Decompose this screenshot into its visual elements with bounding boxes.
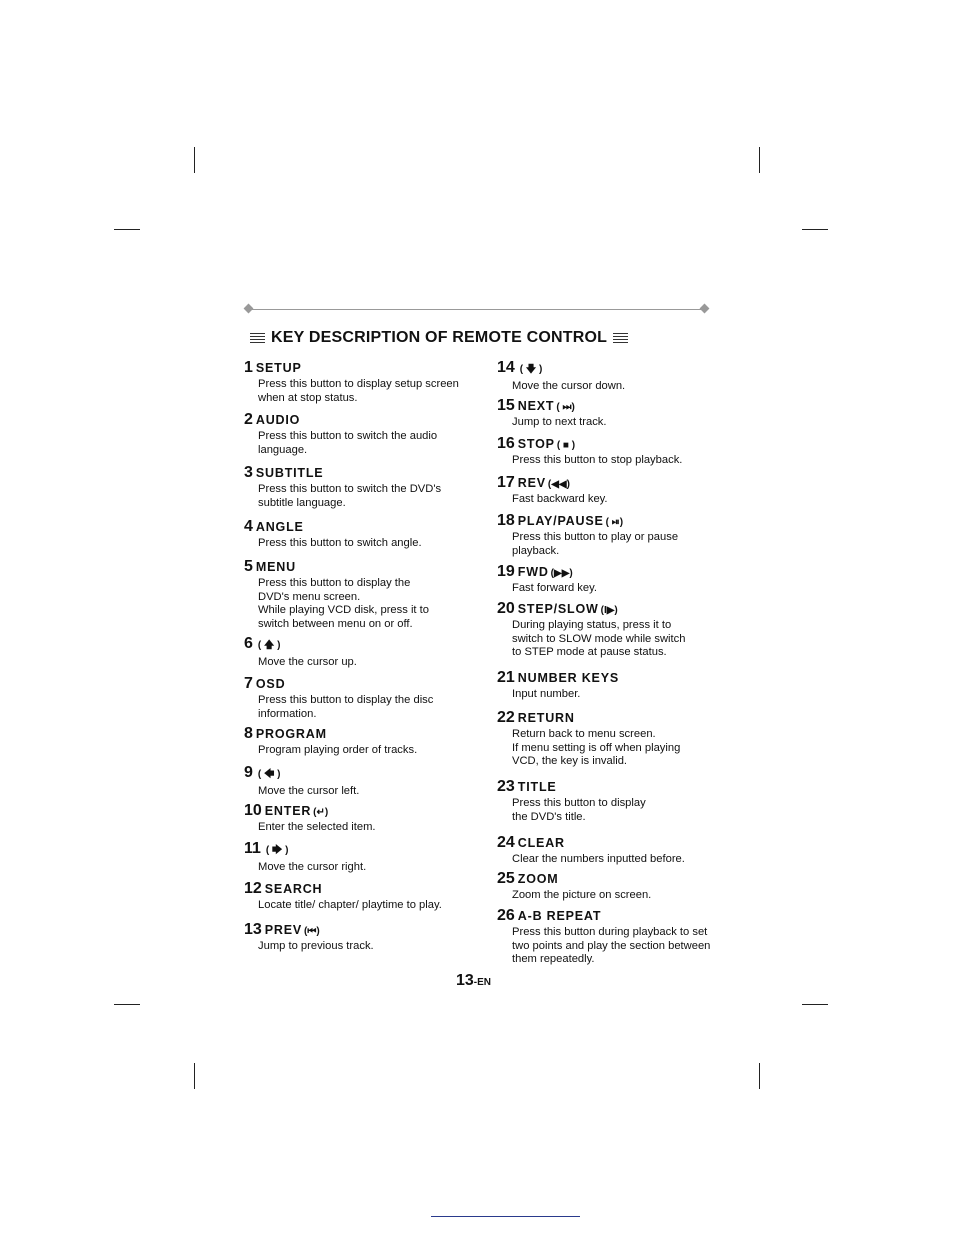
key-item bbox=[244, 880, 484, 913]
key-heading bbox=[497, 435, 732, 453]
key-name: NEXT bbox=[517, 399, 555, 413]
key-description: Press this button to display the DVD's menu screen. While playing VCD disk, press it to switch between menu on or off. bbox=[258, 577, 429, 630]
key-number: 5 bbox=[244, 558, 253, 575]
crop-mark bbox=[802, 229, 828, 230]
key-heading bbox=[497, 709, 732, 727]
key-name: AUDIO bbox=[255, 413, 301, 427]
key-description: Press this button to display the disc information. bbox=[258, 694, 434, 720]
key-name: A-B REPEAT bbox=[517, 909, 602, 923]
key-heading bbox=[244, 840, 484, 860]
key-item bbox=[497, 397, 732, 430]
crop-mark bbox=[114, 1004, 140, 1005]
key-heading bbox=[244, 635, 484, 655]
key-description: Press this button to switch angle. bbox=[258, 537, 422, 549]
page-number-suffix: -EN bbox=[473, 977, 492, 988]
key-item bbox=[497, 834, 732, 867]
key-item bbox=[244, 518, 484, 551]
key-name: PREV bbox=[264, 923, 303, 937]
key-item bbox=[244, 558, 484, 631]
key-name: SEARCH bbox=[264, 882, 323, 896]
key-name: SUBTITLE bbox=[255, 466, 324, 480]
key-heading bbox=[497, 359, 732, 379]
key-name: RETURN bbox=[517, 711, 575, 725]
key-number: 11 bbox=[244, 840, 261, 857]
key-symbol-icon: ( ⏭) bbox=[556, 402, 575, 413]
key-name: NUMBER KEYS bbox=[517, 671, 619, 685]
key-symbol-icon: ( 🡇 ) bbox=[519, 364, 543, 375]
key-heading bbox=[244, 464, 484, 482]
key-item bbox=[244, 725, 484, 758]
key-item bbox=[497, 669, 732, 702]
key-item bbox=[244, 635, 484, 670]
key-item bbox=[497, 778, 732, 824]
key-name: OSD bbox=[255, 677, 286, 691]
key-symbol-icon: ( ⏯) bbox=[605, 517, 624, 528]
key-item bbox=[497, 359, 732, 394]
key-description: Press this button during playback to set two points and play the section between them repeatedly. bbox=[512, 926, 711, 965]
crop-mark bbox=[114, 229, 140, 230]
key-heading bbox=[497, 669, 732, 687]
key-symbol-icon: (◀◀) bbox=[547, 479, 570, 490]
key-heading bbox=[244, 802, 484, 820]
key-number: 21 bbox=[497, 669, 515, 686]
key-item bbox=[497, 563, 732, 596]
diamond-icon bbox=[700, 304, 710, 314]
key-number: 4 bbox=[244, 518, 253, 535]
key-heading bbox=[497, 563, 732, 581]
key-heading bbox=[497, 778, 732, 796]
key-name: SETUP bbox=[255, 361, 302, 375]
key-item bbox=[244, 802, 484, 835]
lines-icon bbox=[250, 333, 265, 344]
key-name: FWD bbox=[517, 565, 549, 579]
key-description: Zoom the picture on screen. bbox=[512, 889, 652, 901]
key-description: Press this button to stop playback. bbox=[512, 454, 683, 466]
bottom-line bbox=[431, 1216, 580, 1217]
key-number: 18 bbox=[497, 512, 515, 529]
key-description: Move the cursor down. bbox=[512, 380, 626, 392]
key-number: 15 bbox=[497, 397, 515, 414]
header-rule bbox=[248, 309, 705, 310]
key-item bbox=[497, 512, 732, 558]
key-description: Locate title/ chapter/ playtime to play. bbox=[258, 899, 442, 911]
key-heading bbox=[497, 907, 732, 925]
key-description: Return back to menu screen. If menu setting is off when playing VCD, the key is invalid. bbox=[512, 728, 681, 767]
key-symbol-icon: (⏮) bbox=[304, 926, 320, 937]
key-symbol-icon: ( 🡅 ) bbox=[257, 640, 281, 651]
key-number: 3 bbox=[244, 464, 253, 481]
key-number: 17 bbox=[497, 474, 515, 491]
key-item bbox=[244, 764, 484, 799]
key-description: Move the cursor left. bbox=[258, 785, 360, 797]
key-symbol-icon: ( 🡄 ) bbox=[257, 769, 281, 780]
key-description: Press this button to play or pause playback. bbox=[512, 531, 679, 557]
key-item bbox=[244, 359, 484, 405]
page-number-value: 13 bbox=[456, 972, 474, 989]
key-number: 10 bbox=[244, 802, 262, 819]
key-name: ZOOM bbox=[517, 872, 559, 886]
key-heading bbox=[497, 870, 732, 888]
key-item bbox=[497, 907, 732, 967]
key-heading bbox=[497, 397, 732, 415]
key-name: ANGLE bbox=[255, 520, 304, 534]
key-description: Program playing order of tracks. bbox=[258, 744, 418, 756]
key-name: TITLE bbox=[517, 780, 557, 794]
key-item bbox=[497, 870, 732, 903]
key-name: PLAY/PAUSE bbox=[517, 514, 604, 528]
key-heading bbox=[244, 359, 484, 377]
key-number: 23 bbox=[497, 778, 515, 795]
key-heading bbox=[497, 512, 732, 530]
key-description: Input number. bbox=[512, 688, 581, 700]
crop-mark bbox=[759, 1063, 760, 1089]
key-number: 24 bbox=[497, 834, 515, 851]
diamond-icon bbox=[244, 304, 254, 314]
key-heading bbox=[497, 600, 732, 618]
key-item bbox=[244, 921, 484, 954]
key-number: 7 bbox=[244, 675, 253, 692]
section-title bbox=[250, 328, 628, 348]
key-heading bbox=[244, 725, 484, 743]
crop-mark bbox=[759, 147, 760, 173]
crop-mark bbox=[194, 147, 195, 173]
key-item bbox=[244, 464, 484, 510]
key-symbol-icon: (▶▶) bbox=[550, 568, 573, 579]
key-item bbox=[244, 840, 484, 875]
key-heading bbox=[244, 675, 484, 693]
key-number: 1 bbox=[244, 359, 253, 376]
key-description: Press this button to switch the audio language. bbox=[258, 430, 438, 456]
key-number: 13 bbox=[244, 921, 262, 938]
key-heading bbox=[244, 558, 484, 576]
key-symbol-icon: (I▶) bbox=[600, 605, 618, 616]
key-name: STEP/SLOW bbox=[517, 602, 599, 616]
key-heading bbox=[244, 921, 484, 939]
crop-mark bbox=[802, 1004, 828, 1005]
key-number: 14 bbox=[497, 359, 515, 376]
key-number: 6 bbox=[244, 635, 253, 652]
key-item bbox=[244, 411, 484, 457]
key-heading bbox=[244, 880, 484, 898]
key-number: 25 bbox=[497, 870, 515, 887]
key-description: Enter the selected item. bbox=[258, 821, 376, 833]
key-number: 8 bbox=[244, 725, 253, 742]
key-name: ENTER bbox=[264, 804, 312, 818]
key-description: Jump to next track. bbox=[512, 416, 607, 428]
key-name: REV bbox=[517, 476, 546, 490]
key-symbol-icon: (↵) bbox=[313, 807, 329, 818]
key-name: CLEAR bbox=[517, 836, 565, 850]
key-item bbox=[497, 435, 732, 468]
key-number: 12 bbox=[244, 880, 262, 897]
key-description: Press this button to display setup screen when at stop status. bbox=[258, 378, 459, 404]
key-number: 2 bbox=[244, 411, 253, 428]
key-name: MENU bbox=[255, 560, 296, 574]
key-description: Move the cursor right. bbox=[258, 861, 367, 873]
key-heading bbox=[244, 411, 484, 429]
key-item bbox=[497, 709, 732, 769]
key-heading bbox=[244, 518, 484, 536]
key-number: 9 bbox=[244, 764, 253, 781]
key-heading bbox=[497, 834, 732, 852]
key-description: Press this button to display the DVD's title. bbox=[512, 797, 646, 823]
key-heading bbox=[244, 764, 484, 784]
key-number: 22 bbox=[497, 709, 515, 726]
key-name: STOP bbox=[517, 437, 555, 451]
key-number: 19 bbox=[497, 563, 515, 580]
key-description: Jump to previous track. bbox=[258, 940, 374, 952]
key-symbol-icon: ( 🡆 ) bbox=[265, 845, 289, 856]
key-item bbox=[497, 600, 732, 660]
key-item bbox=[244, 675, 484, 721]
key-name: PROGRAM bbox=[255, 727, 327, 741]
key-number: 16 bbox=[497, 435, 515, 452]
key-description: Clear the numbers inputted before. bbox=[512, 853, 685, 865]
crop-mark bbox=[194, 1063, 195, 1089]
key-item bbox=[497, 474, 732, 507]
lines-icon bbox=[613, 333, 628, 344]
key-number: 26 bbox=[497, 907, 515, 924]
key-heading bbox=[497, 474, 732, 492]
key-description: Move the cursor up. bbox=[258, 656, 357, 668]
key-number: 20 bbox=[497, 600, 515, 617]
key-description: Fast backward key. bbox=[512, 493, 608, 505]
key-description: During playing status, press it to switch to SLOW mode while switch to STEP mode at pause status. bbox=[512, 619, 686, 658]
key-description: Press this button to switch the DVD's subtitle language. bbox=[258, 483, 442, 509]
key-symbol-icon: ( ■ ) bbox=[556, 440, 576, 451]
page-number bbox=[456, 972, 491, 990]
key-description: Fast forward key. bbox=[512, 582, 597, 594]
page-title: KEY DESCRIPTION OF REMOTE CONTROL bbox=[271, 329, 608, 346]
